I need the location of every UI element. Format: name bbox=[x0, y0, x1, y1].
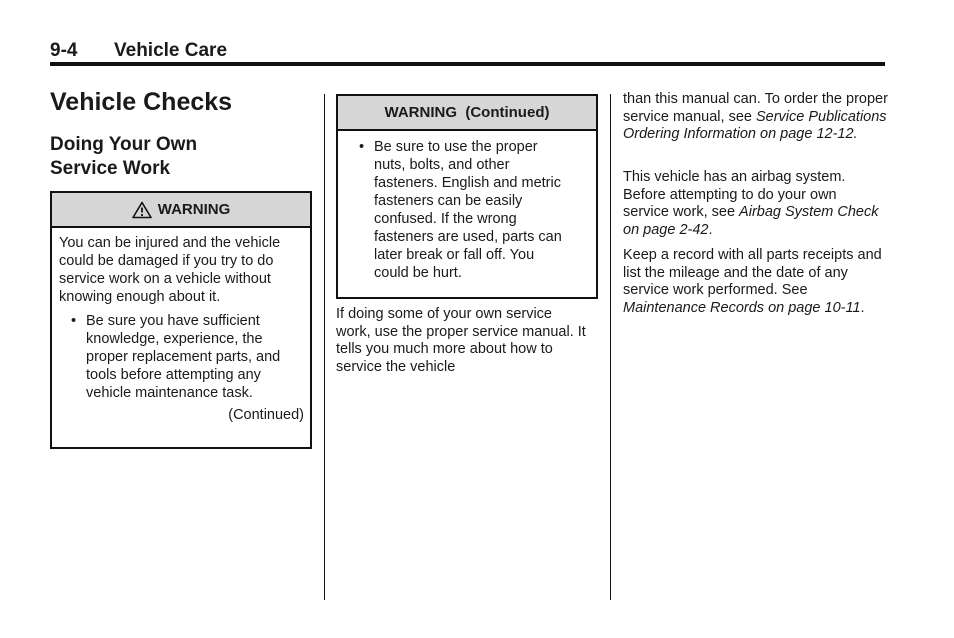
section-subtitle bbox=[50, 133, 310, 181]
airbag-text: This vehicle has an airbag system. Before attempting to do your own service work, see bbox=[623, 169, 846, 220]
order-manual-text: than this manual can. To order the proper service manual, see bbox=[623, 91, 888, 125]
column-divider-2 bbox=[610, 94, 611, 600]
airbag-reference: Airbag System Check on page 2-42 bbox=[623, 204, 879, 238]
publications-reference: Service Publications Ordering Information on page 12-12. bbox=[623, 108, 887, 142]
page-title: Vehicle Checks bbox=[50, 88, 233, 116]
order-manual-paragraph bbox=[623, 91, 891, 144]
warning-continued-box bbox=[336, 94, 598, 299]
warning-continued-bullet-list bbox=[374, 138, 564, 282]
page-number: 9-4 bbox=[50, 40, 78, 61]
header-rule bbox=[50, 62, 885, 66]
warning-header bbox=[52, 193, 310, 228]
continued-label: (Continued) bbox=[228, 407, 304, 423]
records-text: Keep a record with all parts receipts and list the mileage and the date of any service work performed. See bbox=[623, 247, 882, 298]
subtitle-line-1: Doing Your Own bbox=[50, 134, 198, 155]
warning-bullet-list bbox=[86, 312, 286, 402]
warning-continued-header bbox=[338, 96, 596, 131]
warning-heading: WARNING bbox=[157, 201, 231, 218]
warning-continued-bullet: • Be sure to use the proper nuts, bolts, and other fasteners. English and metric fasteners can be easily confused. If the wrong fasteners are used, parts can later break or fall off. You could be hurt. bbox=[374, 138, 564, 282]
warning-continued-heading: WARNING (Continued) bbox=[384, 104, 550, 121]
section-title: Vehicle Care bbox=[114, 40, 228, 61]
service-manual-paragraph: If doing some of your own service work, use the proper service manual. It tells you much more about how to service the vehicle bbox=[336, 306, 586, 375]
warning-box bbox=[50, 191, 312, 449]
column-divider-1 bbox=[324, 94, 325, 600]
records-reference: Maintenance Records on page 10-11 bbox=[623, 299, 861, 316]
airbag-period: . bbox=[708, 221, 713, 238]
records-period: . bbox=[860, 299, 865, 316]
records-paragraph bbox=[623, 247, 887, 317]
airbag-paragraph bbox=[623, 169, 885, 239]
subtitle-line-2: Service Work bbox=[50, 158, 171, 179]
page-header bbox=[50, 40, 228, 62]
warning-bullet: • Be sure you have sufficient knowledge, experience, the proper replacement parts, and tools before attempting any vehicle maintenance task. bbox=[86, 312, 286, 402]
warning-text: You can be injured and the vehicle could be damaged if you try to do service work on a vehicle without knowing enough about it. bbox=[59, 235, 281, 305]
warning-triangle-icon bbox=[132, 201, 152, 219]
